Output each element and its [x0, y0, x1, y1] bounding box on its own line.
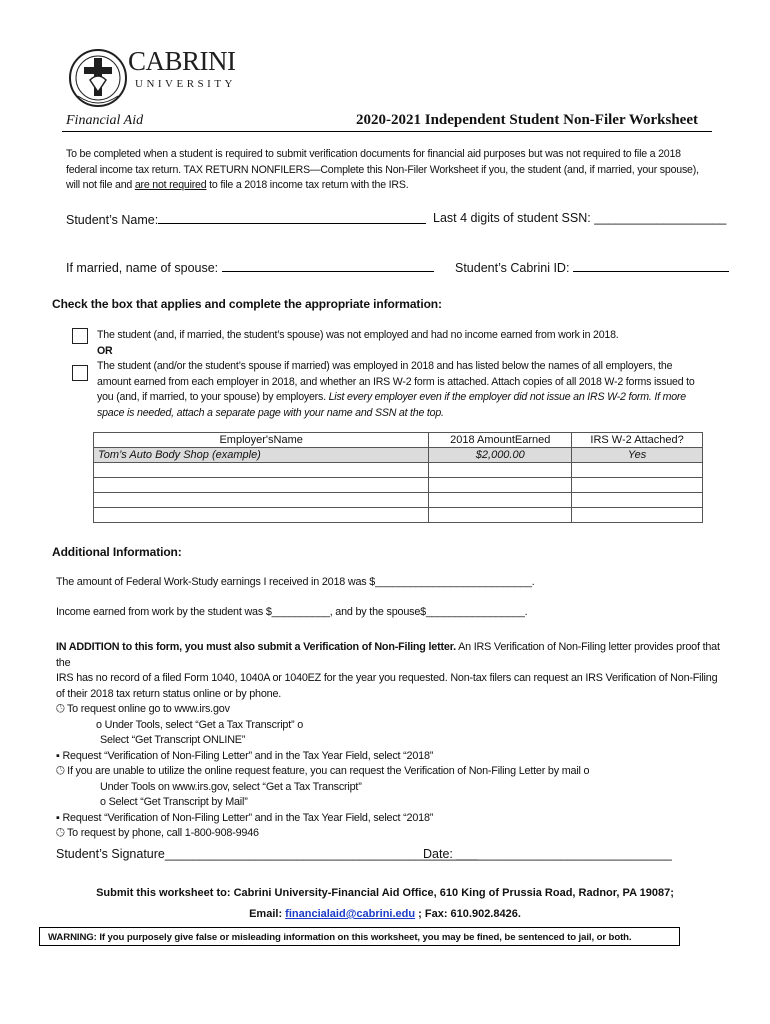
income-earned-field[interactable]: Income earned from work by the student was $__________, and by the spouse$_________________.	[56, 606, 528, 618]
option-employed-line: you (and, if married, to your spouse) by employers. List every employer even if the employer did not issue an IRS W-2 form. If more	[97, 391, 686, 403]
table-cell[interactable]	[572, 463, 703, 478]
table-cell[interactable]	[572, 478, 703, 493]
col-header-w2: IRS W-2 Attached?	[572, 433, 703, 448]
department-label: Financial Aid	[66, 113, 144, 128]
table-cell: Yes	[572, 448, 703, 463]
table-row[interactable]	[94, 463, 703, 478]
intro-line: To be completed when a student is required to submit verification documents for financial aid purposes but was not required to file a 2018	[66, 148, 681, 160]
logo-wordmark: CABRINI	[128, 46, 236, 76]
option-no-income: The student (and, if married, the student’s spouse) was not employed and had no income earned from work in 2018.	[97, 329, 619, 341]
sub-step: Select “Get Transcript ONLINE”	[100, 734, 246, 746]
date-field[interactable]: Date: _______________________________	[423, 847, 672, 861]
spouse-name-line[interactable]	[222, 259, 434, 272]
student-name-line[interactable]	[158, 211, 426, 224]
bullet-request: ▪ Request “Verification of Non-Filing Letter” and in the Tax Year Field, select “2018”	[56, 749, 434, 762]
student-name-field[interactable]	[66, 211, 426, 227]
submit-contact: Email: financialaid@cabrini.edu ; Fax: 610.902.8426.	[249, 908, 521, 920]
bullet-online: 🕒︎ To request online go to www.irs.gov	[56, 703, 230, 715]
table-row[interactable]	[94, 508, 703, 523]
col-header-amount: 2018 AmountEarned	[429, 433, 572, 448]
employer-table	[93, 432, 703, 523]
table-cell[interactable]	[429, 463, 572, 478]
table-cell[interactable]	[94, 478, 429, 493]
table-cell[interactable]	[572, 508, 703, 523]
fws-earnings-field[interactable]: The amount of Federal Work-Study earnings I received in 2018 was $___________________________.	[56, 576, 535, 588]
header-divider	[62, 131, 712, 132]
cabrini-id-label: Student’s Cabrini ID:	[455, 261, 570, 275]
clock-icon: 🕒︎	[56, 827, 65, 839]
table-row[interactable]	[94, 493, 703, 508]
table-cell[interactable]	[429, 478, 572, 493]
no-income-checkbox[interactable]	[72, 328, 88, 344]
table-row-example	[94, 448, 703, 463]
signature-field[interactable]: Student’s Signature_____________________________________________	[56, 847, 478, 861]
table-cell[interactable]	[429, 508, 572, 523]
check-section-title: Check the box that applies and complete the appropriate information:	[52, 297, 442, 311]
intro-text	[66, 147, 714, 194]
clock-icon: 🕒︎	[56, 703, 65, 715]
table-cell[interactable]	[572, 493, 703, 508]
or-separator: OR	[97, 344, 113, 357]
option-employed-line: space is needed, attach a separate page with your name and SSN at the top.	[97, 406, 444, 419]
university-seal-icon	[68, 40, 128, 116]
verification-section	[56, 640, 726, 842]
sub-step: o Select “Get Transcript by Mail”	[100, 796, 248, 808]
cabrini-id-line[interactable]	[573, 259, 729, 272]
cabrini-id-field[interactable]	[455, 259, 729, 275]
email-link[interactable]: financialaid@cabrini.edu	[285, 908, 416, 920]
table-row[interactable]	[94, 478, 703, 493]
submit-address: Submit this worksheet to: Cabrini University-Financial Aid Office, 610 King of Prussia Road, Radnor, PA 19087;	[96, 887, 674, 899]
spouse-name-label: If married, name of spouse:	[66, 261, 219, 275]
option-employed-line: The student (and/or the student’s spouse if married) was employed in 2018 and has listed below the names of all employers, the	[97, 360, 673, 372]
additional-info-title: Additional Information:	[52, 545, 182, 559]
verification-line: IN ADDITION to this form, you must also submit a Verification of Non-Filing letter. An IRS Verification of Non-Filing letter provides proof that the	[56, 641, 720, 669]
bullet-request: ▪ Request “Verification of Non-Filing Letter” and in the Tax Year Field, select “2018”	[56, 811, 434, 824]
square-bullet-icon: ▪	[56, 749, 60, 762]
option-employed-line: amount earned from each employer in 2018, and whether an IRS W-2 form is attached. Attach copies of all 2018 W-2 forms issued to	[97, 375, 695, 388]
page-title: 2020-2021 Independent Student Non-Filer Worksheet	[356, 112, 698, 128]
table-header-row	[94, 433, 703, 448]
table-cell: $2,000.00	[429, 448, 572, 463]
bullet-phone: 🕒︎ To request by phone, call 1-800-908-9946	[56, 827, 259, 839]
verification-line: of their 2018 tax return status online or by phone.	[56, 687, 282, 700]
sub-step: Under Tools on www.irs.gov, select “Get a Tax Transcript”	[100, 780, 362, 793]
square-bullet-icon: ▪	[56, 811, 60, 824]
employed-checkbox[interactable]	[72, 365, 88, 381]
col-header-employer: Employer'sName	[94, 433, 429, 448]
check-options	[97, 328, 717, 421]
spouse-name-field[interactable]	[66, 259, 434, 275]
intro-line: will not file and are not required to file a 2018 income tax return with the IRS.	[66, 179, 409, 191]
ssn-field[interactable]: Last 4 digits of student SSN: ___________________	[433, 211, 727, 225]
clock-icon: 🕒︎	[56, 765, 65, 777]
table-cell[interactable]	[94, 463, 429, 478]
table-cell: Tom’s Auto Body Shop (example)	[94, 448, 429, 463]
table-cell[interactable]	[94, 493, 429, 508]
table-cell[interactable]	[429, 493, 572, 508]
bullet-mail: 🕒︎ If you are unable to utilize the online request feature, you can request the Verification of Non-Filing Letter by mail o	[56, 765, 590, 777]
intro-line: federal income tax return. TAX RETURN NONFILERS—Complete this Non-Filer Worksheet if you, the student (and, if married, your spouse),	[66, 163, 699, 176]
warning-box: WARNING: If you purposely give false or misleading information on this worksheet, you may be fined, be sentenced to jail, or both.	[39, 927, 680, 946]
sub-step: o Under Tools, select “Get a Tax Transcript” o	[96, 718, 304, 731]
student-name-label: Student’s Name:	[66, 213, 159, 227]
verification-line: IRS has no record of a filed Form 1040, 1040A or 1040EZ for the year you requested. Non-tax filers can request an IRS Verification of Non-Filing	[56, 672, 718, 684]
logo-subtitle: UNIVERSITY	[135, 78, 236, 90]
table-cell[interactable]	[94, 508, 429, 523]
